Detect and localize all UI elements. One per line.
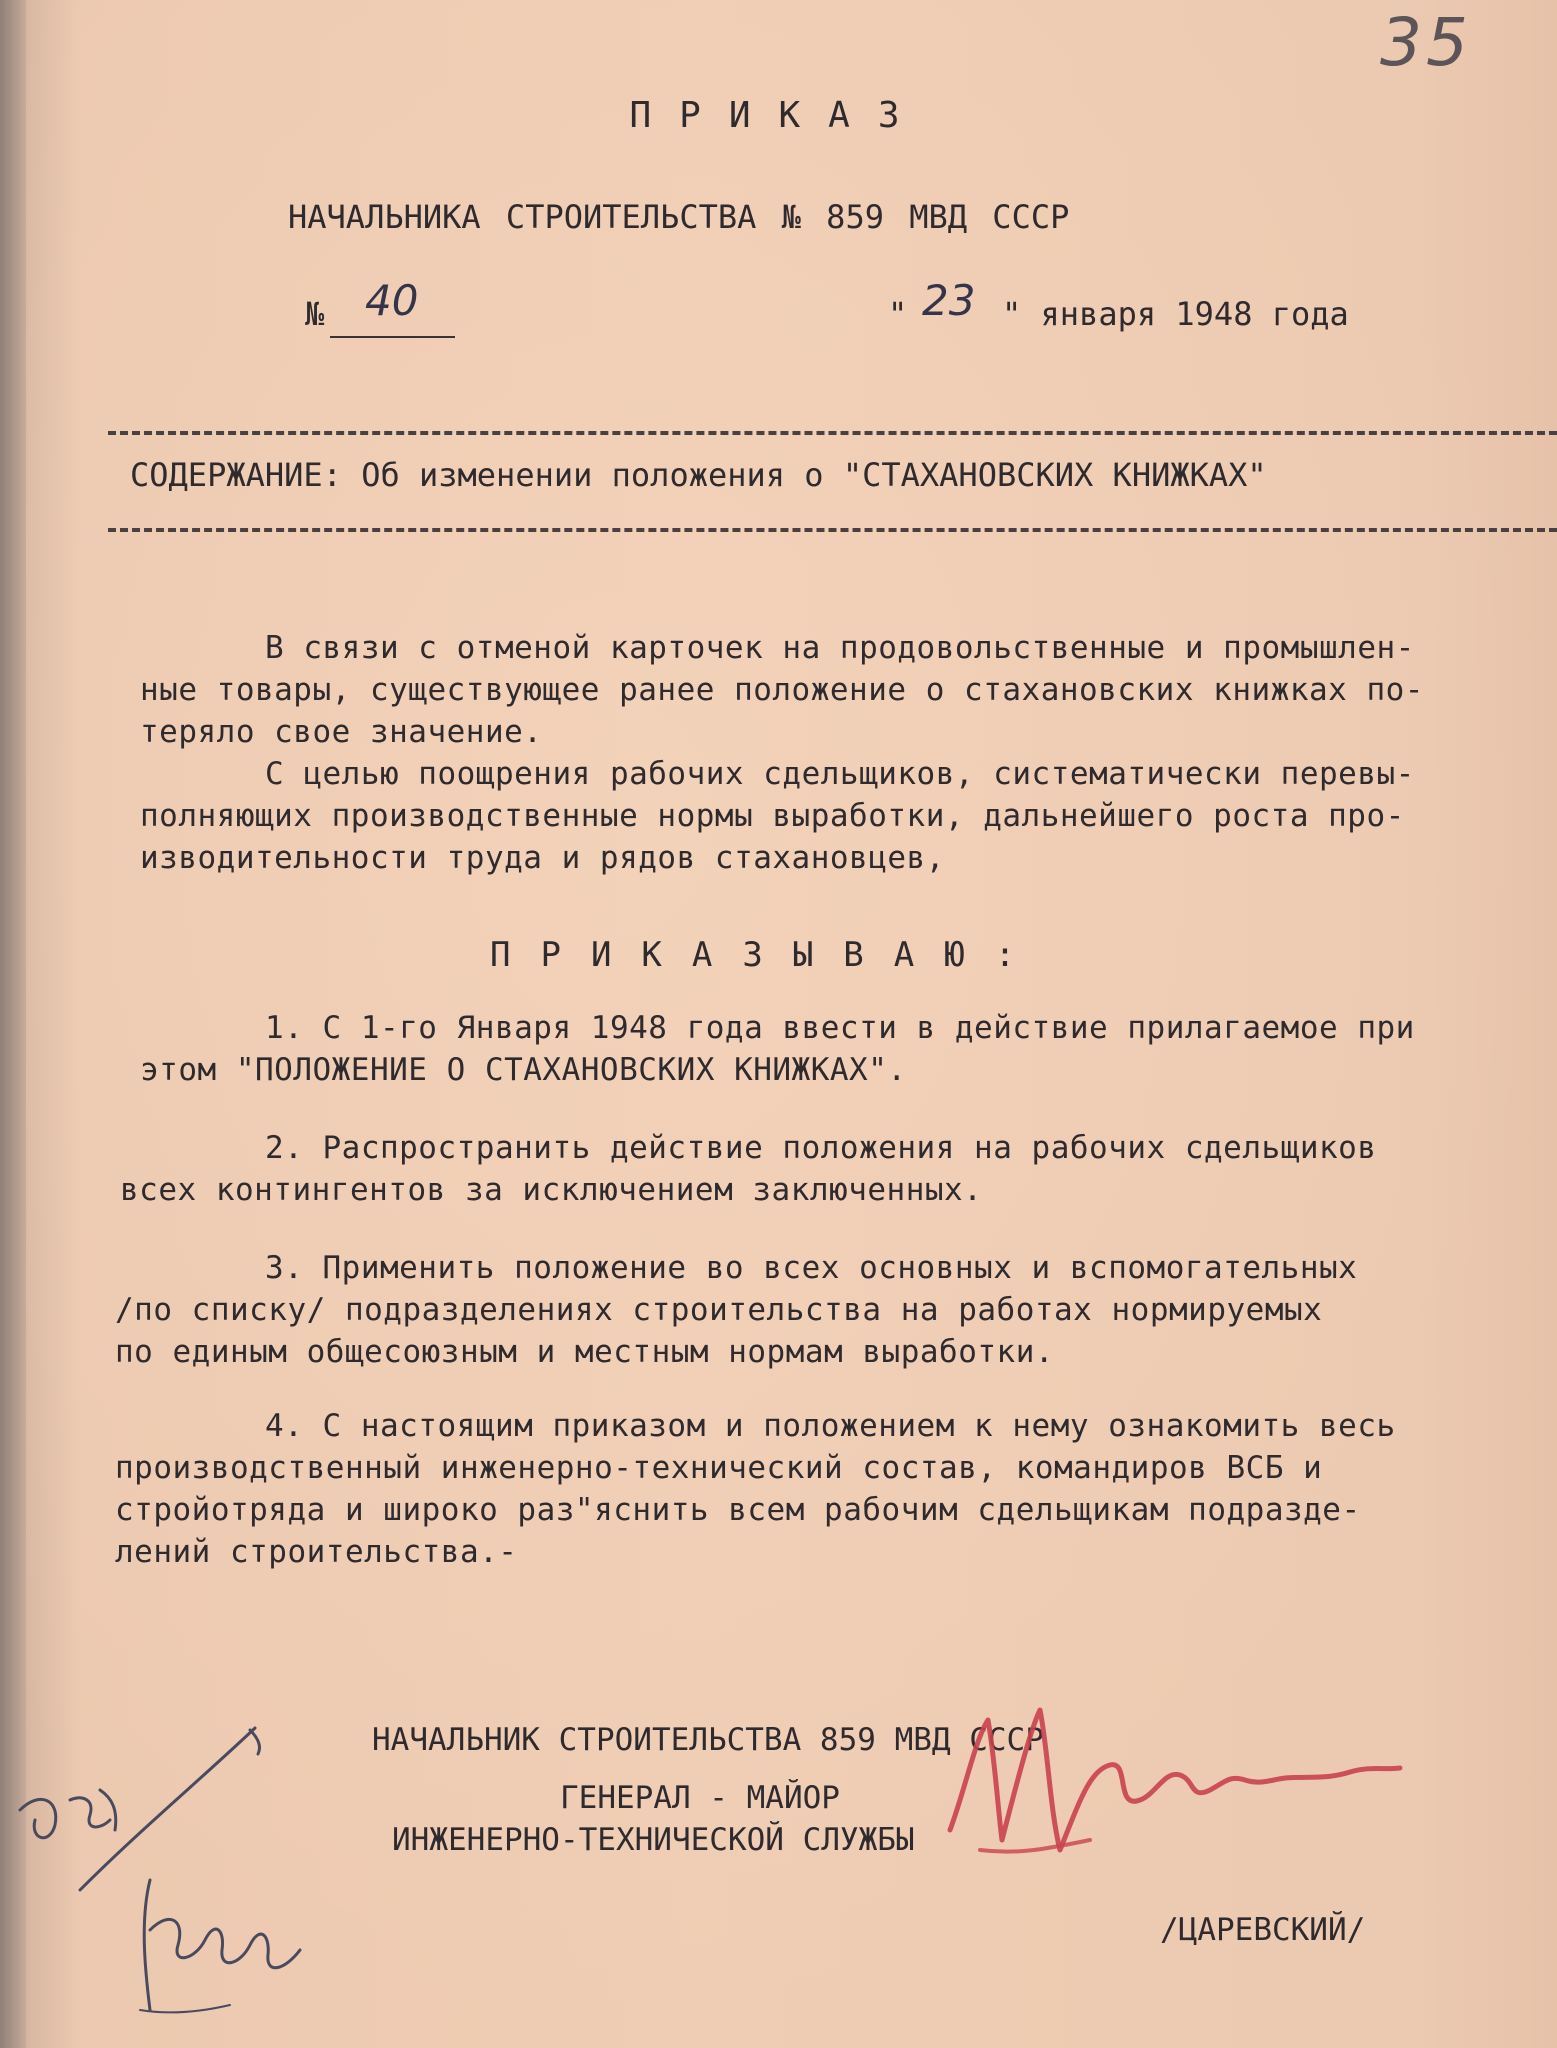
order-item-3-line: /по списку/ подразделениях строительства на работах нормируемых xyxy=(115,1292,1323,1328)
order-item-1-line: 1. С 1-го Января 1948 года ввести в действие прилагаемое при xyxy=(265,1010,1415,1046)
signatory-name: /ЦАРЕВСКИЙ/ xyxy=(1160,1912,1366,1948)
handwritten-signature-red xyxy=(940,1680,1410,1910)
contents-line: СОДЕРЖАНИЕ: Об изменении положения о "СТАХАНОВСКИХ КНИЖКАХ" xyxy=(130,456,1267,494)
order-item-4-line: лений строительства.- xyxy=(115,1534,518,1570)
order-number-underline xyxy=(330,336,455,338)
date-quote: " xyxy=(888,295,908,333)
preamble-line: В связи с отменой карточек на продовольственные и промышлен- xyxy=(265,630,1415,666)
archive-page-mark: 35 xyxy=(1380,4,1472,81)
order-item-4-line: производственный инженерно-технический состав, командиров ВСБ и xyxy=(115,1450,1323,1486)
order-item-1-line: этом "ПОЛОЖЕНИЕ О СТАХАНОВСКИХ КНИЖКАХ". xyxy=(140,1052,907,1088)
order-item-2-line: 2. Распространить действие положения на рабочих сдельщиков xyxy=(265,1130,1377,1166)
signature-rank-line: ГЕНЕРАЛ - МАЙОР xyxy=(560,1780,840,1816)
signature-title-line: НАЧАЛЬНИК СТРОИТЕЛЬСТВА 859 МВД СССР xyxy=(372,1722,1044,1758)
preamble-line: полняющих производственные нормы выработки, дальнейшего роста про- xyxy=(140,798,1405,834)
preamble-line: ные товары, существующее ранее положение о стахановских книжках по- xyxy=(140,672,1424,708)
document-title: ПРИКАЗ xyxy=(629,95,928,136)
document-subtitle: НАЧАЛЬНИКА СТРОИТЕЛЬСТВА № 859 МВД СССР xyxy=(288,198,1070,236)
order-item-3-line: по единым общесоюзным и местным нормам выработки. xyxy=(115,1334,1055,1370)
signature-service-line: ИНЖЕНЕРНО-ТЕХНИЧЕСКОЙ СЛУЖБЫ xyxy=(392,1822,915,1858)
preamble-line: теряло свое значение. xyxy=(140,714,543,750)
divider-top xyxy=(108,431,1557,435)
pencil-visa-marks xyxy=(0,1680,330,2048)
date-month-year: " января 1948 года xyxy=(1002,295,1349,333)
order-item-3-line: 3. Применить положение во всех основных и вспомогательных xyxy=(265,1250,1358,1286)
date-day-handwritten: 23 xyxy=(922,276,976,325)
preamble-line: С целью поощрения рабочих сдельщиков, систематически перевы- xyxy=(265,756,1415,792)
order-item-2-line: всех контингентов за исключением заключенных. xyxy=(120,1172,983,1208)
order-item-4-line: 4. С настоящим приказом и положением к нему ознакомить весь xyxy=(265,1408,1396,1444)
order-number-label: № xyxy=(305,295,325,333)
order-item-4-line: стройотряда и широко раз"яснить всем рабочим сдельщикам подразде- xyxy=(115,1492,1361,1528)
order-number-handwritten: 40 xyxy=(365,276,419,325)
divider-bottom xyxy=(108,528,1557,532)
order-directive-word: ПРИКАЗЫВАЮ: xyxy=(490,935,1046,975)
preamble-line: изводительности труда и рядов стахановцев, xyxy=(140,840,945,876)
